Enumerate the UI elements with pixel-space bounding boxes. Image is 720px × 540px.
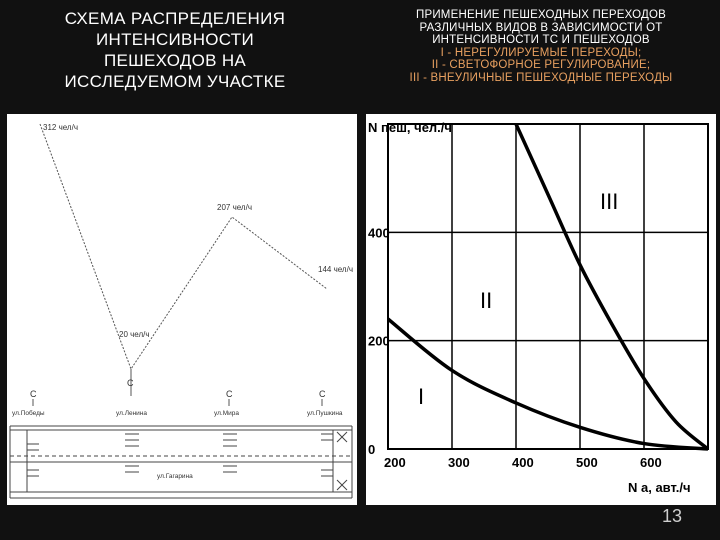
title-line: ИНТЕНСИВНОСТИ ТС И ПЕШЕХОДОВ	[432, 34, 650, 46]
tick-labels	[368, 225, 662, 470]
intensity-line	[40, 124, 327, 369]
legend-item-iii: III - ВНЕУЛИЧНЫЕ ПЕШЕХОДНЫЕ ПЕРЕХОДЫ	[409, 71, 673, 84]
title-line: ПРИМЕНЕНИЕ ПЕШЕХОДНЫХ ПЕРЕХОДОВ	[416, 9, 666, 21]
zone-label-i: I	[418, 384, 425, 409]
title-line: ИНТЕНСИВНОСТИ	[95, 30, 255, 49]
title-line: ИССЛЕДУЕМОМ УЧАСТКЕ	[64, 72, 286, 91]
x-tick-label: 200	[384, 455, 406, 470]
street-label: ул.Мира	[214, 410, 239, 417]
crosswalk-marker	[30, 389, 37, 406]
legend-item-i: I - НЕРЕГУЛИРУЕМЫЕ ПЕРЕХОДЫ;	[440, 46, 642, 59]
x-tick-label: 500	[576, 455, 598, 470]
series-curve-1	[388, 319, 708, 449]
page-number: 13	[661, 506, 683, 526]
road-plan	[10, 426, 352, 498]
svg-text:С: С	[30, 389, 37, 399]
crossing-type-chart	[366, 114, 716, 505]
svg-text:С: С	[127, 378, 134, 388]
street-label: ул.Ленина	[116, 410, 148, 417]
title-line: РАЗЛИЧНЫХ ВИДОВ В ЗАВИСИМОСТИ ОТ	[419, 21, 663, 34]
y-tick-label: 0	[368, 442, 376, 457]
x-axis-label: N а, авт./ч	[628, 480, 691, 495]
title-line: ПЕШЕХОДОВ НА	[103, 51, 247, 70]
road-label: ул.Гагарина	[157, 473, 193, 480]
crosswalk-marker	[127, 378, 134, 388]
chart-svg	[366, 114, 716, 505]
legend-item-ii: II - СВЕТОФОРНОЕ РЕГУЛИРОВАНИЕ;	[431, 59, 651, 71]
y-tick-label: 200	[368, 333, 390, 349]
street-label: ул.Победы	[12, 410, 45, 417]
point-label: 207 чел/ч	[217, 203, 252, 212]
slide-title-right	[368, 9, 714, 84]
scheme-svg	[7, 114, 357, 505]
slide-title-left	[20, 8, 330, 92]
svg-text:С: С	[319, 389, 326, 399]
y-axis-label: N пеш, чел./ч	[368, 120, 452, 135]
crosswalk-marker	[319, 389, 326, 406]
point-label: 20 чел/ч	[119, 330, 150, 339]
pedestrian-distribution-scheme	[7, 114, 357, 505]
series-curve-2	[516, 124, 708, 449]
x-tick-label: 600	[640, 455, 662, 470]
street-label: ул.Пушкина	[307, 410, 343, 417]
zone-label-ii: II	[480, 288, 493, 313]
svg-text:С: С	[226, 389, 233, 399]
series-group	[388, 124, 708, 449]
point-label: 312 чел/ч	[43, 123, 78, 132]
title-line: СХЕМА РАСПРЕДЕЛЕНИЯ	[64, 9, 286, 28]
x-tick-label: 400	[512, 455, 534, 470]
zone-label-iii: III	[600, 189, 619, 214]
crosswalk-marker	[226, 389, 233, 406]
point-label: 144 чел/ч	[318, 265, 353, 274]
y-tick-label: 400	[368, 225, 390, 241]
x-tick-label: 300	[448, 455, 470, 470]
